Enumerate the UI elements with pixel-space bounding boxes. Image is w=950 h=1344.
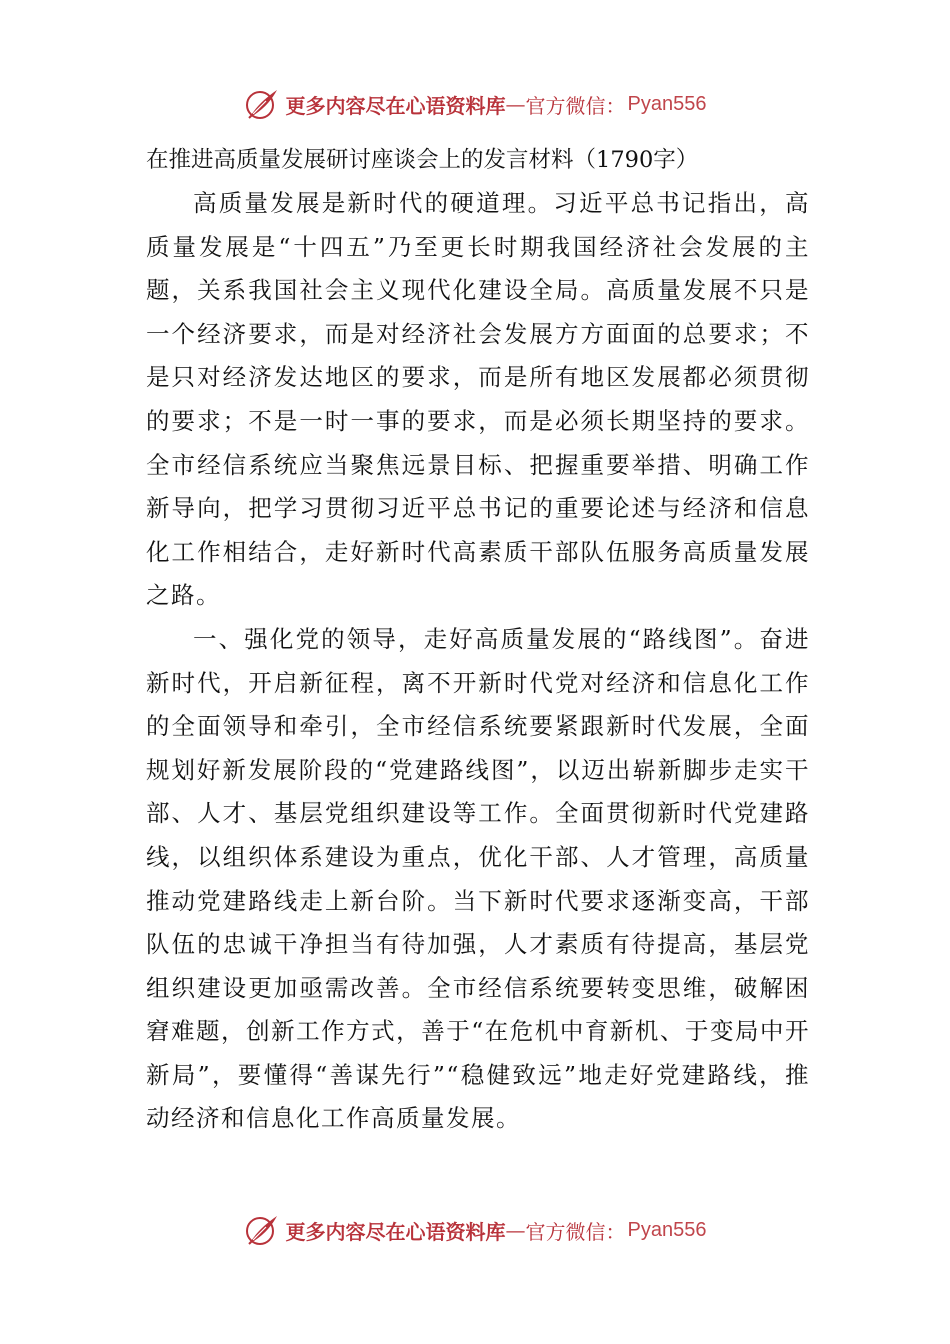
quill-logo-icon [244, 1213, 280, 1247]
document-body [146, 138, 810, 1141]
footer-watermark [0, 1210, 950, 1250]
quill-logo-icon [244, 87, 280, 121]
watermark-wechat-label: 官方微信： [525, 93, 626, 118]
header-watermark [0, 84, 950, 124]
watermark-brand-text: 更多内容尽在心语资料库 [285, 93, 506, 118]
paragraph-intro: 高质量发展是新时代的硬道理。习近平总书记指出，高质量发展是“十四五”乃至更长时期我国经济社会发展的主题，关系我国社会主义现代化建设全局。高质量发展不只是一个经济要求，而是对经济社会发展方方面面的总要求；不是只对经济发达地区的要求，而是所有地区发展都必须贯彻的要求；不是一时一事的要求，而是必须长期坚持的要求。全市经信系统应当聚焦远景目标、把握重要举措、明确工作新导向，把学习贯彻习近平总书记的重要论述与经济和信息化工作相结合，走好新时代高素质干部队伍服务高质量发展之路。 [146, 189, 810, 610]
watermark-wechat-label: 官方微信： [525, 1219, 626, 1244]
document-title: 在推进高质量发展研讨座谈会上的发言材料（1790字） [146, 147, 699, 173]
watermark-dash: — [505, 1218, 526, 1242]
watermark-wechat-id: Pyan556 [627, 92, 707, 115]
watermark-dash: — [505, 92, 526, 116]
watermark-wechat-id: Pyan556 [627, 1218, 707, 1241]
watermark-brand-text: 更多内容尽在心语资料库 [285, 1219, 506, 1244]
paragraph-section-one: 一、强化党的领导，走好高质量发展的“路线图”。奋进新时代，开启新征程，离不开新时代党对经济和信息化工作的全面领导和牵引，全市经信系统要紧跟新时代发展，全面规划好新发展阶段的“党建路线图”，以迈出崭新脚步走实干部、人才、基层党组织建设等工作。全面贯彻新时代党建路线，以组织体系建设为重点，优化干部、人才管理，高质量推动党建路线走上新台阶。当下新时代要求逐渐变高，干部队伍的忠诚干净担当有待加强，人才素质有待提高，基层党组织建设更加亟需改善。全市经信系统要转变思维，破解困窘难题，创新工作方式，善于“在危机中育新机、于变局中开新局”，要懂得“善谋先行”“稳健致远”地走好党建路线，推动经济和信息化工作高质量发展。 [146, 624, 810, 1133]
